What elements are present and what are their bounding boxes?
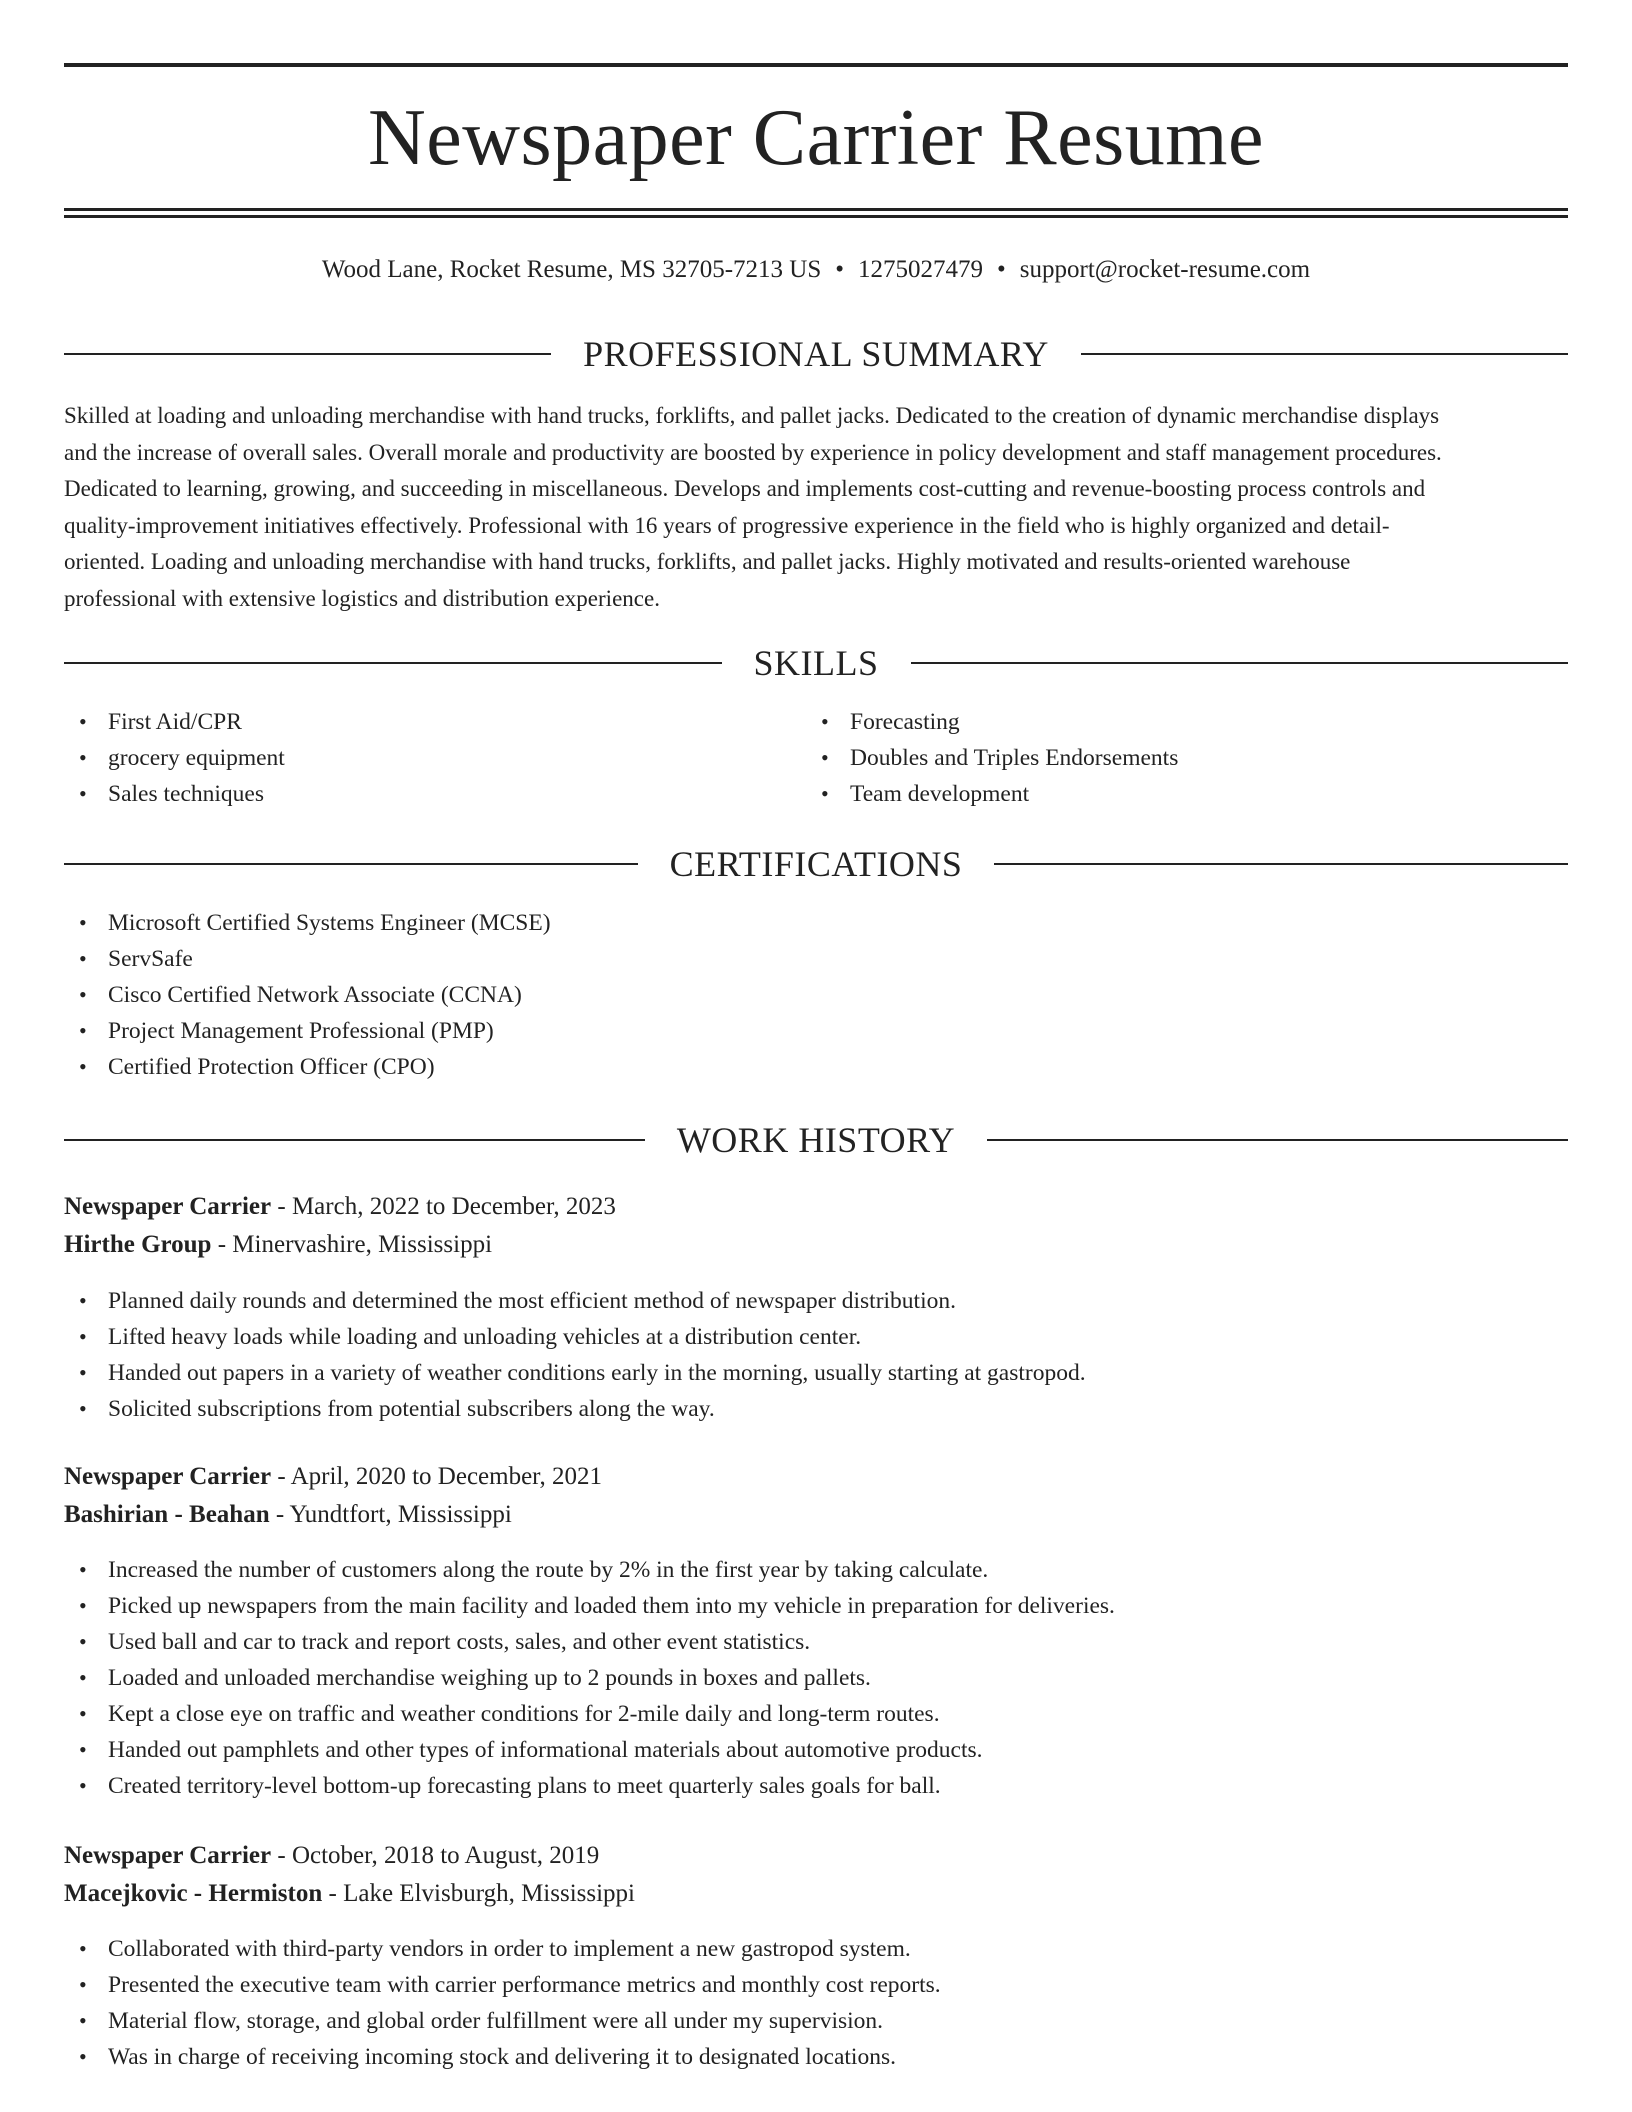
job-title: Newspaper Carrier [64,1842,272,1869]
job-title: Newspaper Carrier [64,1193,272,1220]
section-header-certifications [64,844,1568,884]
job-bullet: • Collaborated with third-party vendors in order to implement a new gastropod system. [64,1931,1564,1967]
section-rule [994,863,1568,865]
job-location: - Yundtfort, Mississippi [269,1501,512,1528]
job-dates: - March, 2022 to December, 2023 [271,1193,616,1220]
job-company: Macejkovic - Hermiston [64,1880,323,1907]
skills-list-left [64,704,764,812]
summary-line: Skilled at loading and unloading merchandise with hand trucks, forklifts, and pallet jacks. Dedicated to the creation of dynamic merchandise displays [64,403,1440,428]
contact-separator: • [997,256,1006,283]
certifications-list [64,905,1564,1085]
job-bullet: • Picked up newspapers from the main facility and loaded them into my vehicle in preparation for deliveries. [64,1588,1564,1624]
job-location: - Lake Elvisburgh, Mississippi [322,1880,635,1907]
double-rule [64,208,1568,218]
job-title-line [64,1838,1568,1874]
job-dates: - April, 2020 to December, 2021 [271,1463,602,1490]
job-bullet: • Handed out papers in a variety of weather conditions early in the morning, usually starting at gastropod. [64,1355,1564,1391]
summary-line: oriented. Loading and unloading merchandise with hand trucks, forklifts, and pallet jacks. Highly motivated and results-oriented warehouse [64,549,1351,574]
job-bullet: • Material flow, storage, and global order fulfillment were all under my supervision. [64,2003,1564,2039]
job-bullet: • Lifted heavy loads while loading and unloading vehicles at a distribution center. [64,1319,1564,1355]
job-bullet: • Increased the number of customers along the route by 2% in the first year by taking calculate. [64,1552,1564,1588]
skill-item: • Team development [806,776,1566,812]
section-title: PROFESSIONAL SUMMARY [583,334,1049,374]
job-bullet: • Kept a close eye on traffic and weather conditions for 2-mile daily and long-term routes. [64,1696,1564,1732]
summary-line: professional with extensive logistics and distribution experience. [64,585,660,611]
job-company: Hirthe Group [64,1231,212,1258]
summary-text [64,398,1572,617]
certification-item: • Project Management Professional (PMP) [64,1013,1564,1049]
section-rule [64,863,638,865]
skill-item: • grocery equipment [64,740,764,776]
job-company-line [64,1227,1568,1263]
section-rule [911,662,1569,664]
summary-line: and the increase of overall sales. Overall morale and productivity are boosted by experience in policy development and staff management procedures. [64,439,1442,465]
certification-item: • Microsoft Certified Systems Engineer (MCSE) [64,905,1564,941]
section-header-work-history [64,1120,1568,1160]
certification-item: • Certified Protection Officer (CPO) [64,1049,1564,1085]
section-title: CERTIFICATIONS [669,844,963,884]
section-rule [64,353,551,355]
skill-item: • Forecasting [806,704,1566,740]
job-title-line [64,1459,1568,1495]
job-bullet: • Solicited subscriptions from potential subscribers along the way. [64,1391,1564,1427]
skill-item: • Sales techniques [64,776,764,812]
job-bullets [64,1283,1564,1427]
summary-line: Dedicated to learning, growing, and succeeding in miscellaneous. Develops and implements cost-cutting and revenue-boosting process controls and [64,476,1426,501]
section-rule [987,1139,1568,1141]
contact-line [64,252,1568,288]
job-bullet: • Was in charge of receiving incoming stock and delivering it to designated locations. [64,2039,1564,2075]
contact-phone: 1275027479 [858,256,984,283]
section-rule [64,662,722,664]
job-bullet: • Presented the executive team with carrier performance metrics and monthly cost reports. [64,1967,1564,2003]
section-header-summary [64,334,1568,374]
job-bullets [64,1552,1564,1804]
skill-item: • First Aid/CPR [64,704,764,740]
job-bullet: • Created territory-level bottom-up forecasting plans to meet quarterly sales goals for ball. [64,1768,1564,1804]
job-bullets [64,1931,1564,2075]
job-company: Bashirian - Beahan [64,1501,270,1528]
contact-address: Wood Lane, Rocket Resume, MS 32705-7213 US [321,256,822,283]
summary-line: quality-improvement initiatives effectively. Professional with 16 years of progressive experience in the field who is highly organized and detail- [64,512,1390,538]
section-rule [1081,353,1568,355]
job-location: - Minervashire, Mississippi [211,1231,493,1258]
certification-item: • ServSafe [64,941,1564,977]
job-bullet: • Used ball and car to track and report costs, sales, and other event statistics. [64,1624,1564,1660]
top-rule [64,63,1568,67]
job-company-line [64,1876,1568,1912]
job-bullet: • Handed out pamphlets and other types of informational materials about automotive products. [64,1732,1564,1768]
resume-title: Newspaper Carrier Resume [367,94,1265,182]
section-title: WORK HISTORY [676,1120,956,1160]
job-dates: - October, 2018 to August, 2019 [271,1842,600,1869]
certification-item: • Cisco Certified Network Associate (CCNA) [64,977,1564,1013]
job-bullet: • Loaded and unloaded merchandise weighing up to 2 pounds in boxes and pallets. [64,1660,1564,1696]
job-title: Newspaper Carrier [64,1463,272,1490]
job-company-line [64,1497,1568,1533]
skill-item: • Doubles and Triples Endorsements [806,740,1566,776]
contact-separator: • [835,256,845,283]
section-header-skills [64,643,1568,683]
job-bullet: • Planned daily rounds and determined the most efficient method of newspaper distribution. [64,1283,1564,1319]
job-title-line [64,1189,1568,1225]
section-rule [64,1139,645,1141]
skills-list-right [806,704,1566,812]
section-title: SKILLS [753,643,879,683]
contact-email[interactable]: support@rocket-resume.com [1019,256,1311,283]
